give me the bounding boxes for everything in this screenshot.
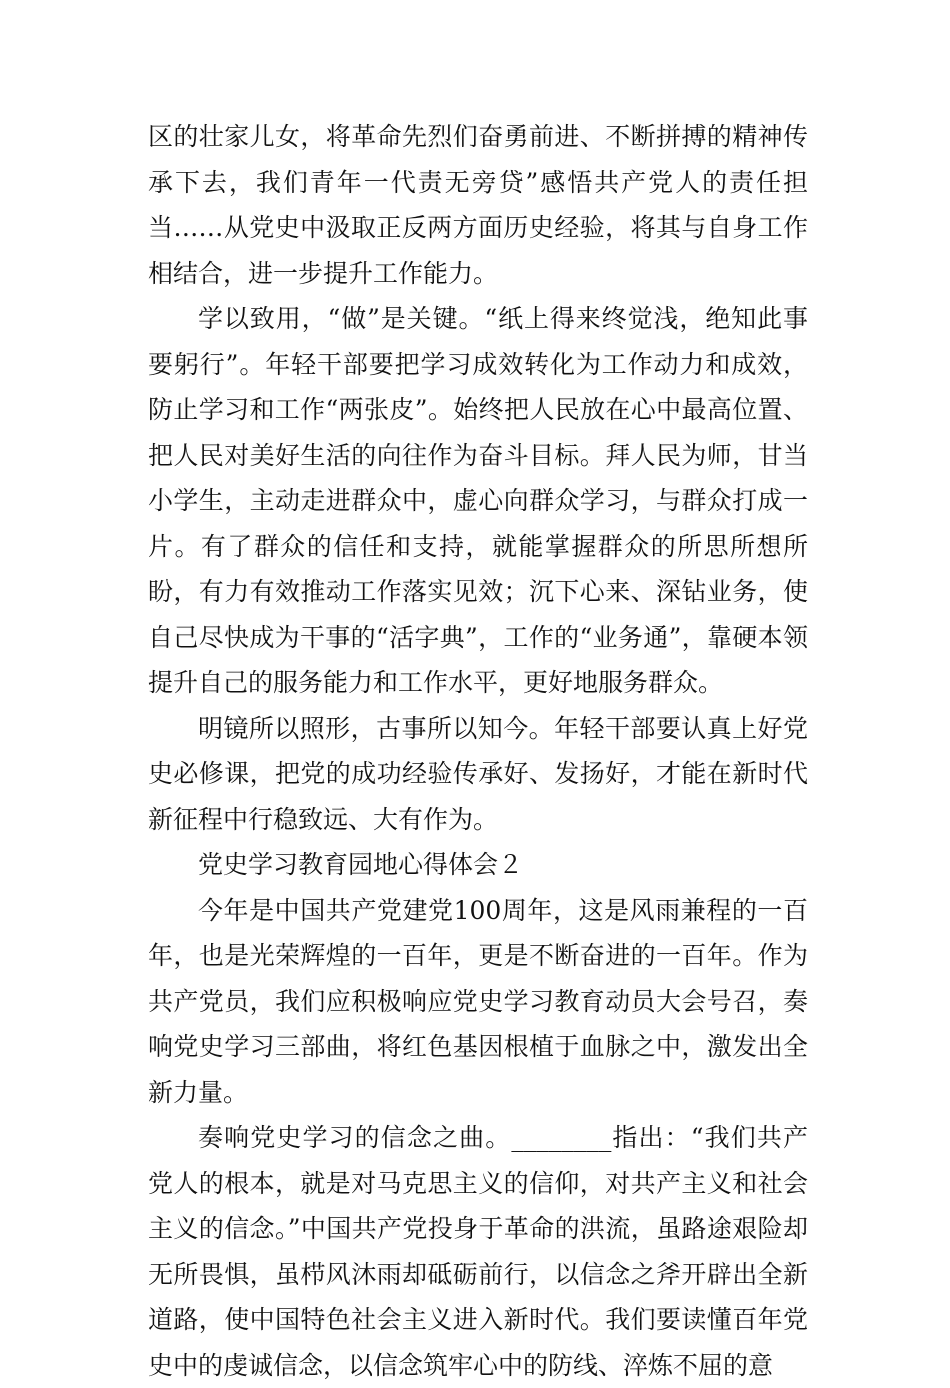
paragraph-conclusion: 明镜所以照形，古事所以知今。年轻干部要认真上好党史必修课，把党的成功经验传承好、发扬好，才能在新时代新征程中行稳致远、大有作为。 [148, 713, 808, 834]
paragraph-continued: 区的壮家儿女，将革命先烈们奋勇前进、不断拼搏的精神传承下去，我们青年一代责无旁贷”感悟共产党人的责任担当……从党史中汲取正反两方面历史经验，将其与自身工作相结合，进一步提升工作能力。 [148, 122, 808, 288]
paragraph-intro-2: 今年是中国共产党建党100周年，这是风雨兼程的一百年，也是光荣辉煌的一百年，更是不断奋进的一百年。作为共产党员，我们应积极响应党史学习教育动员大会号召，奏响党史学习三部曲，将红色基因根植于血脉之中，激发出全新力量。 [148, 895, 808, 1107]
paragraph-practice: 学以致用，“做”是关键。“纸上得来终觉浅，绝知此事要躬行”。年轻干部要把学习成效转化为工作动力和成效，防止学习和工作“两张皮”。始终把人民放在心中最高位置、把人民对美好生活的向往作为奋斗目标。拜人民为师，甘当小学生，主动走进群众中，虚心向群众学习，与群众打成一片。有了群众的信任和支持，就能掌握群众的所思所想所盼，有力有效推动工作落实见效；沉下心来、深钻业务，使自己尽快成为干事的“活字典”，工作的“业务通”，靠硬本领提升自己的服务能力和工作水平，更好地服务群众。 [148, 304, 808, 697]
document-body [148, 114, 808, 1388]
section-heading: 党史学习教育园地心得体会２ [198, 850, 524, 879]
paragraph-belief: 奏响党史学习的信念之曲。________指出：“我们共产党人的根本，就是对马克思主义的信仰，对共产主义和社会主义的信念。”中国共产党投身于革命的洪流，虽路途艰险却无所畏惧，虽栉风沐雨却砥砺前行，以信念之斧开辟出全新道路，使中国特色社会主义进入新时代。我们要读懂百年党史中的虔诚信念，以信念筑牢心中的防线、淬炼不屈的意 [148, 1123, 808, 1380]
